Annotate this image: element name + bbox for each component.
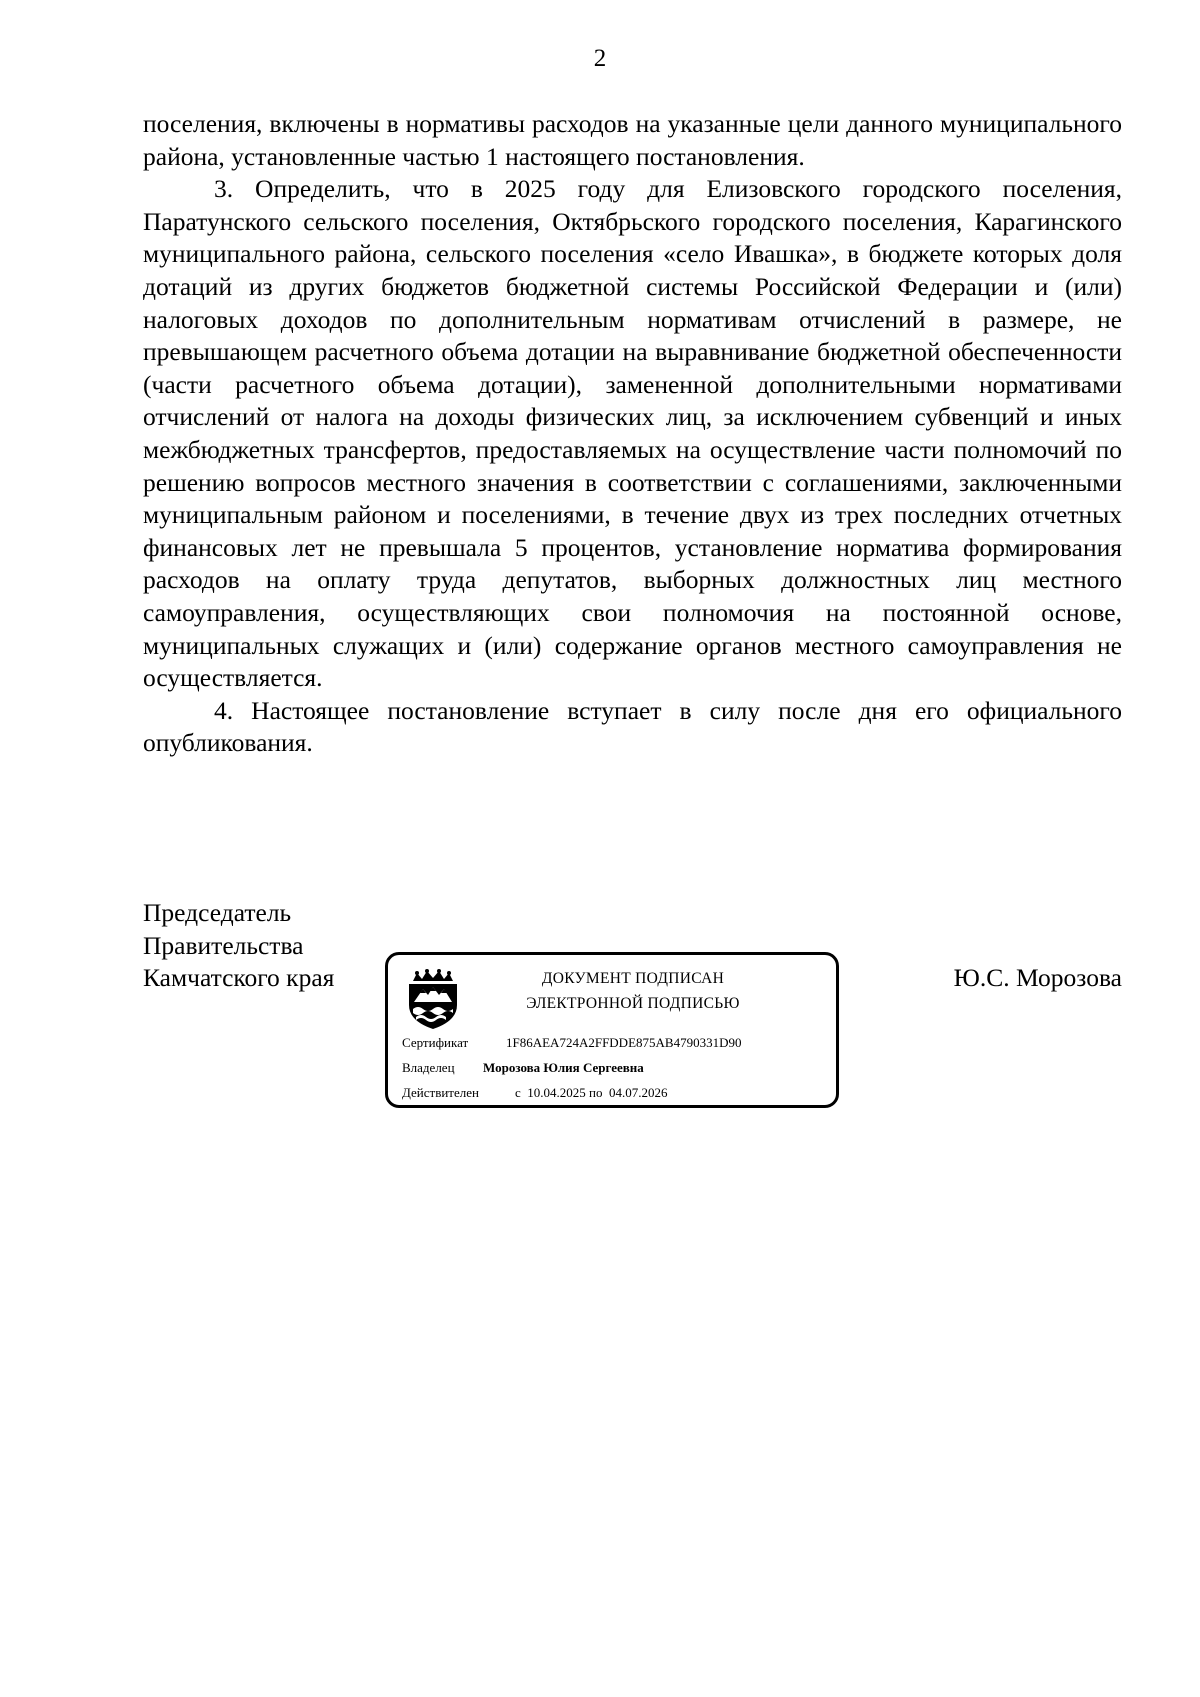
validity-value: с 10.04.2025 по 04.07.2026	[515, 1085, 668, 1100]
stamp-owner-row	[402, 1059, 644, 1077]
electronic-signature-stamp	[385, 952, 839, 1108]
stamp-heading	[488, 966, 778, 1016]
signer-title-line: Камчатского края	[143, 963, 335, 993]
signer-name: Ю.С. Морозова	[953, 963, 1122, 992]
certificate-value: 1F86AEA724A2FFDDE875AB4790331D90	[506, 1035, 742, 1050]
owner-label: Владелец	[402, 1060, 455, 1075]
paragraph-continuation: поселения, включены в нормативы расходов на указанные цели данного муниципального района, установленные частью 1 настоящего постановления.	[143, 109, 1122, 171]
signer-title	[143, 897, 334, 995]
stamp-validity-row	[402, 1084, 667, 1102]
validity-label: Действителен	[402, 1085, 479, 1100]
owner-value: Морозова Юлия Сергеевна	[483, 1060, 644, 1075]
paragraph-item-4: 4. Настоящее постановление вступает в силу после дня его официального опубликования.	[143, 695, 1122, 758]
stamp-heading-line: ДОКУМЕНТ ПОДПИСАН	[541, 970, 725, 987]
document-body	[143, 108, 1122, 760]
signer-title-line: Правительства	[143, 930, 304, 960]
signer-title-line: Председатель	[143, 898, 292, 927]
page-number: 2	[593, 45, 607, 72]
certificate-label: Сертификат	[402, 1035, 469, 1050]
paragraph-item-3: 3. Определить, что в 2025 году для Елизовского городского поселения, Паратунского сельского поселения, Октябрьского городского поселения, Карагинского муниципального района, сельского поселения «село Ивашка», в бюджете которых доля дотаций из других бюджетов бюджетной системы Российской Федерации и (или) налоговых доходов по дополнительным нормативам отчислений в размере, не превышающем расчетного объема дотации на выравнивание бюджетной обеспеченности (части расчетного объема дотации), замененной дополнительными нормативами отчислений от налога на доходы физических лиц, за исключением субвенций и иных межбюджетных трансфертов, предоставляемых на осуществление части полномочий по решению вопросов местного значения в соответствии с соглашениями, заключенными муниципальным районом и поселениями, в течение двух из трех последних отчетных финансовых лет не превышала 5 процентов, установление норматива формирования расходов на оплату труда депутатов, выборных должностных лиц местного самоуправления, осуществляющих свои полномочия на постоянной основе, муниципальных служащих и (или) содержание органов местного самоуправления не осуществляется.	[143, 174, 1122, 693]
stamp-heading-line: ЭЛЕКТРОННОЙ ПОДПИСЬЮ	[526, 995, 740, 1012]
stamp-certificate-row	[402, 1034, 741, 1052]
kamchatka-coat-of-arms-icon	[405, 969, 461, 1031]
